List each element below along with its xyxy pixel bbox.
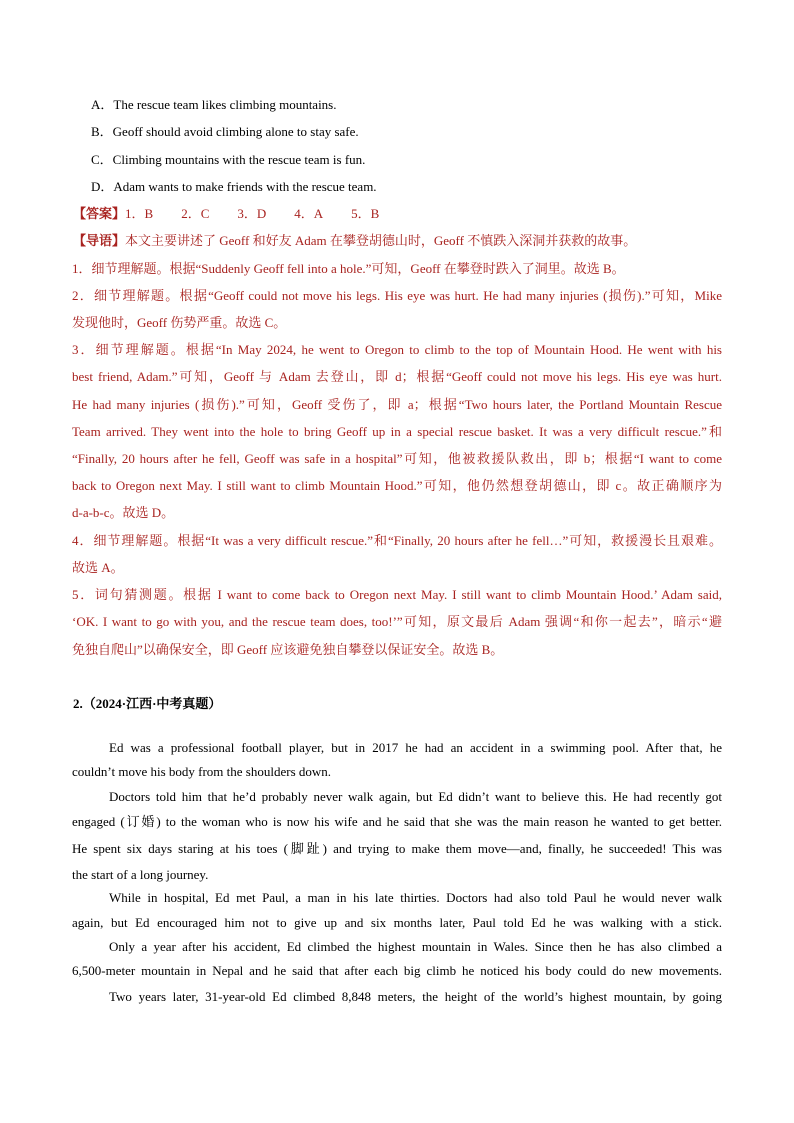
- passage-line: couldn’t move his body from the shoulders down.: [72, 764, 332, 779]
- explanation-line: 1．细节理解题。根据“Suddenly Geoff fell into a hole.”可知，Geoff 在攀登时跌入了洞里。故选 B。: [72, 261, 625, 276]
- explanation-line: best friend, Adam.”可知，Geoff 与 Adam 去登山，即 d；根据“Geoff could not move his legs. His eye was hurt.: [72, 369, 722, 384]
- answer-item: 2．C: [181, 206, 210, 221]
- option-d: D．Adam wants to make friends with the rescue team.: [91, 179, 377, 194]
- explanation-line: Team arrived. They went into the hole to bring Geoff up in a special rescue basket. It was a very difficult rescue.”和: [72, 424, 722, 439]
- explanation-line: d-a-b-c。故选 D。: [72, 505, 175, 520]
- explanation-line: 3．细节理解题。根据“In May 2024, he went to Oregon to climb to the top of Mountain Hood. He went with his: [72, 342, 722, 357]
- passage-line: Only a year after his accident, Ed climbed the highest mountain in Wales. Since then he has also climbed a: [109, 939, 722, 954]
- passage-line: Two years later, 31-year-old Ed climbed 8,848 meters, the height of the world’s highest mountain, by going: [109, 989, 722, 1004]
- passage-line: again, but Ed encouraged him not to give up and six months later, Paul told Ed he was walking with a stick.: [72, 915, 722, 930]
- explanation-line: He had many injuries (损伤).”可知，Geoff 受伤了，即 a；根据“Two hours later, the Portland Mountain Rescue: [72, 397, 722, 412]
- guide-tag: 【导语】: [73, 233, 126, 248]
- option-b: B．Geoff should avoid climbing alone to stay safe.: [91, 124, 359, 139]
- explanation-line: 4．细节理解题。根据“It was a very difficult rescue.”和“Finally, 20 hours after he fell…”可知，救援漫长且艰难。: [72, 533, 722, 548]
- guide-text: 本文主要讲述了 Geoff 和好友 Adam 在攀登胡德山时，Geoff 不慎跌入深洞并获救的故事。: [125, 233, 637, 248]
- option-c: C．Climbing mountains with the rescue team is fun.: [91, 152, 366, 167]
- passage-line: He spent six days staring at his toes (脚趾) and trying to make them move—and, finally, he succeeded! This was: [72, 841, 722, 856]
- explanation-line: 5．词句猜测题。根据 I want to come back to Oregon next May. I still want to climb Mountain Hood.’ Adam said,: [72, 587, 722, 602]
- question-heading: 2.（2024·江西·中考真题）: [73, 696, 222, 711]
- answer-item: 3．D: [237, 206, 267, 221]
- explanation-line: back to Oregon next May. I still want to climb Mountain Hood.”可知，他仍然想登胡德山，即 c。故正确顺序为: [72, 478, 722, 493]
- answer-item: 4．A: [294, 206, 324, 221]
- passage-line: Ed was a professional football player, but in 2017 he had an accident in a swimming pool. After that, he: [109, 740, 722, 755]
- explanation-line: 2．细节理解题。根据“Geoff could not move his legs. His eye was hurt. He had many injuries (损伤).”可知，Mike: [72, 288, 722, 303]
- answer-line: [73, 206, 407, 222]
- explanation-line: 发现他时，Geoff 伤势严重。故选 C。: [72, 315, 287, 330]
- answer-item: 5．B: [351, 206, 380, 221]
- explanation-line: ‘OK. I want to go with you, and the rescue team does, too!’”可知，原文最后 Adam 强调“和你一起去”，暗示“避: [72, 614, 722, 629]
- option-a: A．The rescue team likes climbing mountains.: [91, 97, 337, 112]
- explanation-line: 故选 A。: [72, 560, 124, 575]
- answer-tag: 【答案】: [73, 206, 126, 221]
- passage-line: 6,500-meter mountain in Nepal and he said that after each big climb he noticed his body could do new movements.: [72, 963, 722, 978]
- answer-item: 1．B: [125, 206, 154, 221]
- passage-line: Doctors told him that he’d probably never walk again, but Ed didn’t want to believe this. He had recently got: [109, 789, 722, 804]
- guide-line: [73, 233, 636, 249]
- passage-line: While in hospital, Ed met Paul, a man in his late thirties. Doctors had also told Paul he would never walk: [109, 890, 722, 905]
- passage-line: engaged (订婚) to the woman who is now his wife and he said that she was the main reason he wanted to get better.: [72, 814, 722, 829]
- explanation-line: 免独自爬山”以确保安全，即 Geoff 应该避免独自攀登以保证安全。故选 B。: [72, 642, 504, 657]
- explanation-line: “Finally, 20 hours after he fell, Geoff was safe in a hospital”可知，他被救援队救出，即 b；根据“I want to come: [72, 451, 722, 466]
- passage-line: the start of a long journey.: [72, 867, 209, 882]
